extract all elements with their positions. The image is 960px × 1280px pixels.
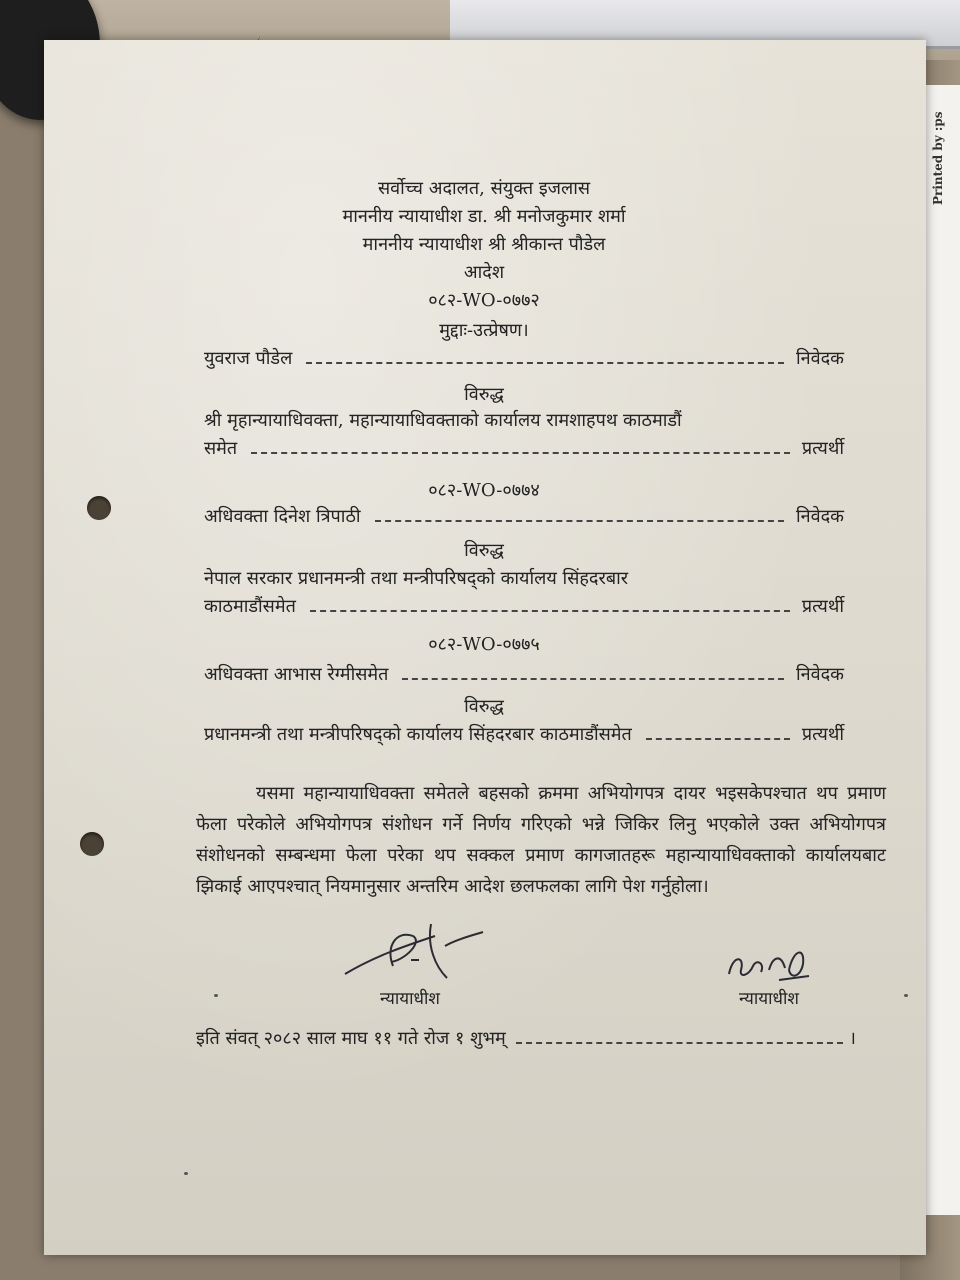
versus-label: विरुद्ध (464, 384, 504, 405)
signature-title-left: न्यायाधीश (380, 989, 440, 1009)
order-label: आदेश (463, 262, 505, 283)
print-label: Printed by :ps (931, 111, 945, 205)
respondent-name: समेत (204, 438, 238, 459)
judge-name-1: माननीय न्यायाधीश डा. श्री मनोजकुमार शर्मा (342, 206, 626, 227)
petitioner-row (204, 658, 844, 686)
petitioner-role: निवेदक (795, 506, 844, 527)
side-sheet (920, 85, 960, 1215)
petitioner-role: निवेदक (795, 664, 844, 685)
versus-label: विरुद्ध (464, 696, 504, 717)
respondent-line: नेपाल सरकार प्रधानमन्त्री तथा मन्त्रीपरिषद्को कार्यालय सिंहदरबार (204, 568, 629, 589)
signature-right (714, 940, 824, 1009)
petitioner-row (204, 500, 844, 528)
dash-leader (310, 610, 790, 612)
order-document (44, 40, 926, 1255)
paper-speck (184, 1172, 188, 1175)
case-number: ०८२-WO-०७७५ (428, 634, 540, 655)
respondent-role: प्रत्यर्थी (801, 438, 844, 459)
petitioner-role: निवेदक (795, 348, 844, 369)
respondent-name: काठमाडौंसमेत (204, 596, 296, 617)
punch-hole-bottom (80, 832, 104, 856)
respondent-name: प्रधानमन्त्री तथा मन्त्रीपरिषद्को कार्यालय सिंहदरबार काठमाडौंसमेत (204, 724, 632, 745)
closing-end: । (849, 1028, 856, 1049)
respondent-role: प्रत्यर्थी (801, 596, 844, 617)
paper-speck (904, 994, 908, 997)
respondent-row (204, 432, 844, 460)
handwritten-signature-right (719, 940, 819, 986)
closing-text: इति संवत् २०८२ साल माघ ११ गते रोज १ शुभम् (196, 1028, 506, 1049)
case-number: ०८२-WO-०७७२ (428, 290, 540, 311)
respondent-role: प्रत्यर्थी (801, 724, 844, 745)
respondent-row (204, 590, 844, 618)
petitioner-name: अधिवक्ता दिनेश त्रिपाठी (204, 506, 361, 527)
order-paragraph: यसमा महान्यायाधिवक्ता समेतले बहसको क्रममा अभियोगपत्र दायर भइसकेपश्चात थप प्रमाण फेला परेकोले अभियोगपत्र संशोधन गर्ने निर्णय गरिएको भन्ने जिकिर लिनु भएकोले उक्त अभियोगपत्र संशोधनको सम्बन्धमा फेला परेका थप सक्कल प्रमाण कागजातहरू महान्यायाधिवक्ताको कार्यालयबाट झिकाई आएपश्चात् नियमानुसार अन्तरिम आदेश छलफलका लागि पेश गर्नुहोला। (196, 783, 886, 897)
signature-left (330, 916, 490, 1009)
handwritten-signature-left (335, 916, 485, 986)
paper-speck (214, 994, 218, 997)
dash-leader (251, 452, 790, 454)
dash-leader (306, 362, 784, 364)
dash-leader (646, 738, 790, 740)
case-number: ०८२-WO-०७७४ (428, 480, 540, 501)
dash-leader (402, 678, 784, 680)
versus-label: विरुद्ध (464, 540, 504, 561)
respondent-line: श्री मृहान्यायाधिवक्ता, महान्यायाधिवक्ताको कार्यालय रामशाहपथ काठमाडौं (204, 410, 682, 431)
case-subject: मुद्दाः-उत्प्रेषण। (439, 320, 529, 341)
petitioner-row (204, 342, 844, 370)
signature-title-right: न्यायाधीश (739, 989, 799, 1009)
judge-name-2: माननीय न्यायाधीश श्री श्रीकान्त पौडेल (362, 234, 606, 255)
closing-line (196, 1022, 856, 1050)
respondent-row (204, 718, 844, 746)
dash-leader (375, 520, 784, 522)
petitioner-name: युवराज पौडेल (204, 348, 293, 369)
dash-leader (516, 1042, 843, 1044)
petitioner-name: अधिवक्ता आभास रेग्मीसमेत (204, 664, 389, 685)
court-name: सर्वोच्च अदालत, संयुक्त इजलास (377, 178, 591, 199)
